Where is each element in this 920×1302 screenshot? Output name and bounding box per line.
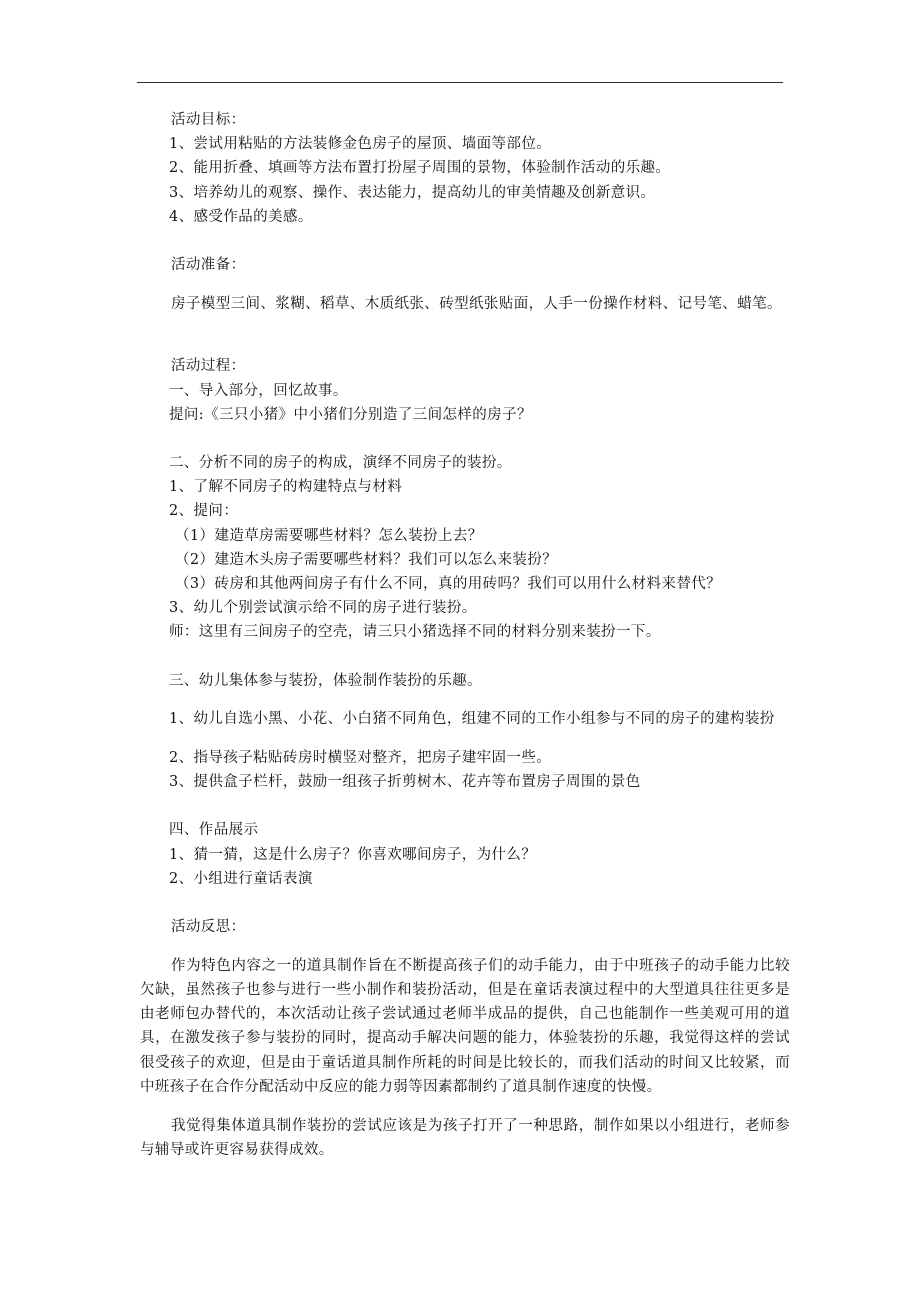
part3-item: 3、提供盒子栏杆，鼓励一组孩子折剪树木、花卉等布置房子周围的景色 — [169, 774, 641, 791]
part2-title: 二、分析不同的房子的构成，演绎不同房子的装扮。 — [169, 455, 512, 472]
part1-question: 提问:《三只小猪》中小猪们分别造了三间怎样的房子？ — [169, 406, 532, 423]
spacer — [140, 794, 790, 818]
spacer — [140, 645, 790, 669]
part4-title: 四、作品展示 — [169, 822, 259, 839]
document-body — [140, 108, 790, 1176]
part3-item: 2、指导孩子粘贴砖房时横竖对整齐，把房子建牢固一些。 — [169, 750, 552, 767]
reflection-paragraph: 我觉得集体道具制作装扮的尝试应该是为孩子打开了一种思路，制作如果以小组进行，老师参与辅导或许更容易获得成效。 — [140, 1117, 790, 1158]
part2-question: （3）砖房和其他两间房子有什么不同，真的用砖吗？我们可以用什么材料来替代？ — [175, 576, 722, 593]
part2-item: 1、了解不同房子的构建特点与材料 — [169, 479, 403, 496]
spacer — [140, 330, 790, 354]
prep-text: 房子模型三间、浆糊、稻草、木质纸张、砖型纸张贴面，人手一份操作材料、记号笔、蜡笔。 — [171, 295, 782, 312]
part1-title: 一、导入部分，回忆故事。 — [169, 382, 348, 399]
goal-item: 4、感受作品的美感。 — [169, 208, 313, 225]
spacer — [140, 891, 790, 915]
reflection-paragraph: 作为特色内容之一的道具制作旨在不断提高孩子们的动手能力，由于中班孩子的动手能力比较欠缺，虽然孩子也参与进行一些小制作和装扮活动，但是在童话表演过程中的大型道具往往更多是由老师包办替代的，本次活动让孩子尝试通过老师半成品的提供，自己也能制作一些美观可用的道具，在激发孩子参与装扮的同时，提高动手解决问题的能力，体验装扮的乐趣，我觉得这样的尝试很受孩子的欢迎，但是由于童话道具制作所耗的时间是比较长的，而我们活动的时间又比较紧，而中班孩子在合作分配活动中反应的能力弱等因素都制约了道具制作速度的快慢。 — [140, 957, 790, 1095]
part4-item: 2、小组进行童话表演 — [169, 870, 313, 887]
goal-item: 3、培养幼儿的观察、操作、表达能力，提高幼儿的审美情趣及创新意识。 — [169, 184, 656, 201]
part2-teacher-line: 师：这里有三间房子的空壳，请三只小猪选择不同的材料分别来装扮一下。 — [169, 624, 661, 641]
header-rule — [137, 82, 783, 83]
part2-item: 3、幼儿个别尝试演示给不同的房子进行装扮。 — [169, 600, 477, 617]
process-heading: 活动过程： — [171, 358, 246, 375]
process-section — [140, 354, 790, 891]
part4-item: 1、猜一猜，这是什么房子？你喜欢哪间房子，为什么？ — [169, 846, 537, 863]
part2-item: 2、提问： — [169, 503, 239, 520]
reflection-heading: 活动反思： — [171, 919, 246, 936]
prep-section — [140, 253, 790, 316]
spacer — [140, 427, 790, 451]
part2-question: （2）建造木头房子需要哪些材料？我们可以怎么来装扮？ — [175, 551, 558, 568]
goals-section — [140, 108, 790, 229]
part3-title: 三、幼儿集体参与装扮，体验制作装扮的乐趣。 — [169, 672, 482, 689]
part2-question: （1）建造草房需要哪些材料？怎么装扮上去？ — [175, 527, 483, 544]
part3-item: 1、幼儿自选小黑、小花、小白猪不同角色，组建不同的工作小组参与不同的房子的建构装扮 — [169, 711, 775, 728]
goals-heading: 活动目标： — [171, 112, 246, 128]
spacer — [140, 229, 790, 253]
goal-item: 1、尝试用粘贴的方法装修金色房子的屋顶、墙面等部位。 — [169, 136, 552, 153]
prep-heading: 活动准备： — [171, 257, 246, 274]
goal-item: 2、能用折叠、填画等方法布置打扮屋子周围的景物，体验制作活动的乐趣。 — [169, 160, 671, 177]
reflection-section — [140, 915, 790, 1162]
